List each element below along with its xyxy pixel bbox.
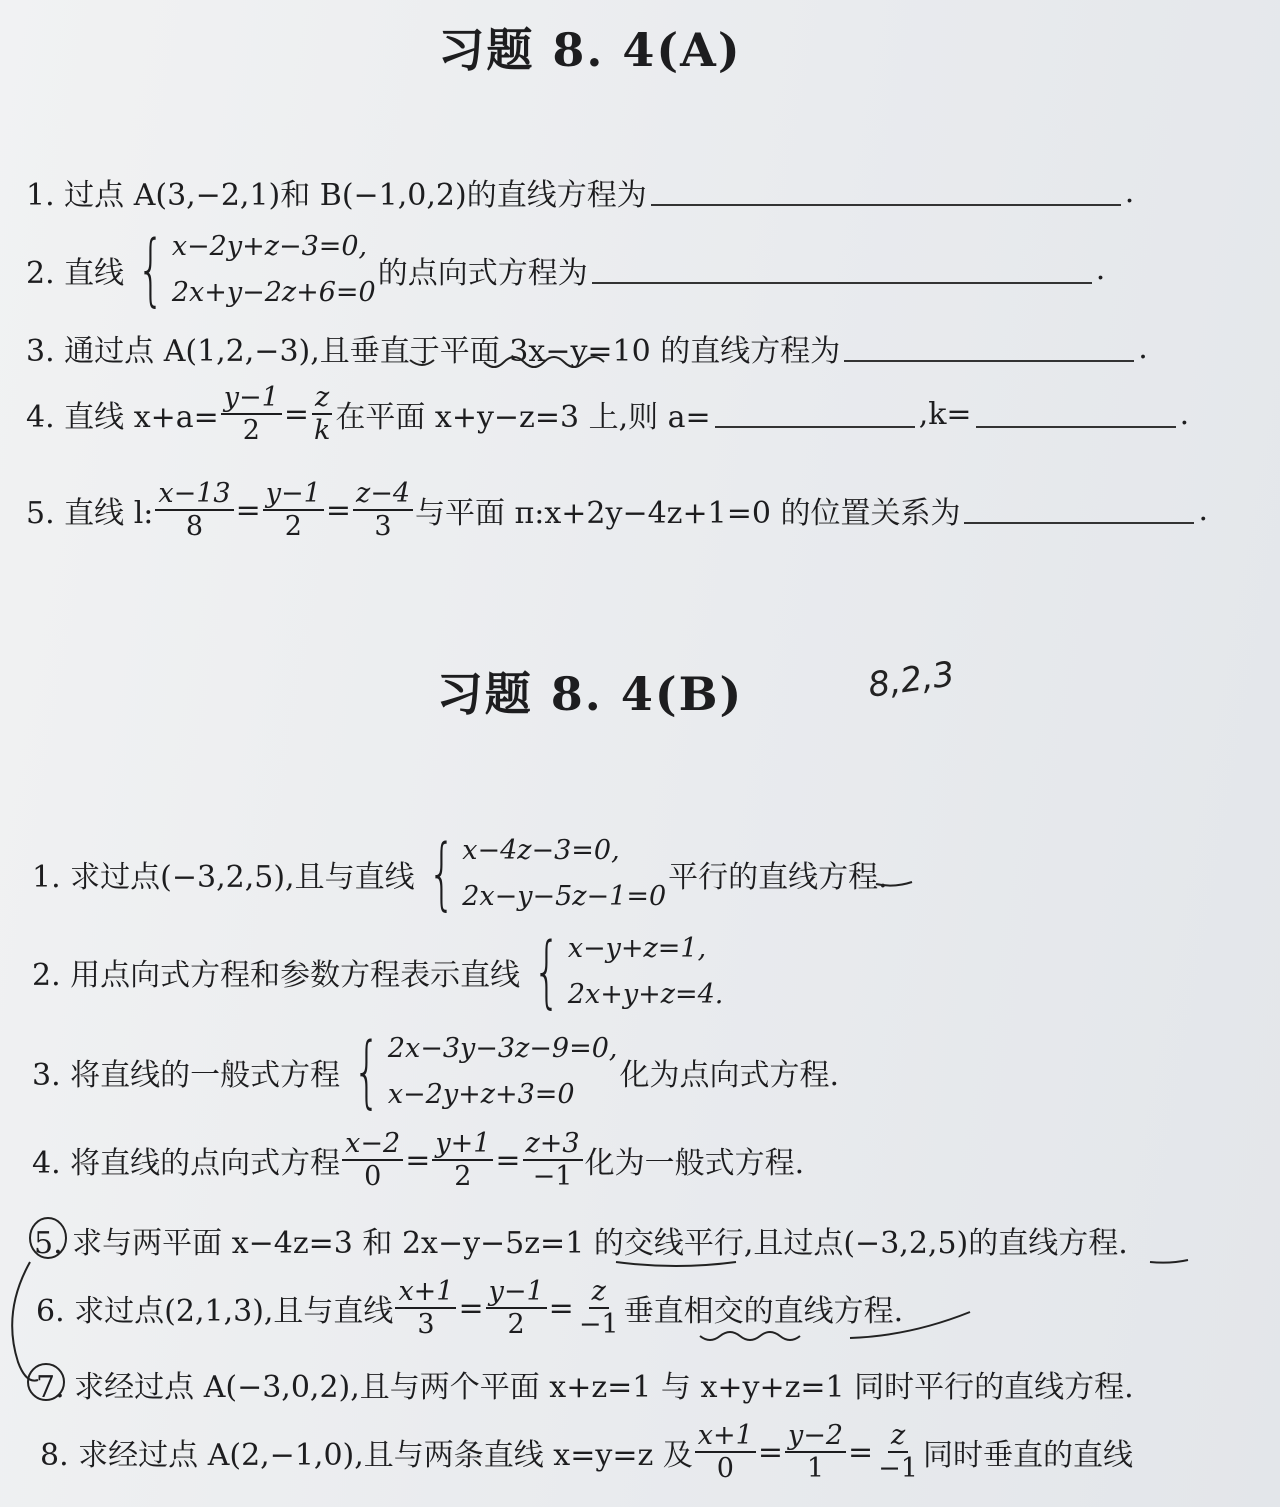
numerator: z (888, 1420, 908, 1453)
question-a5-suffix: 与平面 π:x+2y−4z+1=0 的位置关系为 (415, 496, 961, 532)
answer-blank[interactable] (844, 334, 1134, 362)
fraction (263, 478, 324, 542)
period: . (1179, 396, 1190, 432)
denominator: −1 (878, 1453, 918, 1485)
equation-line: 2x−y−5z−1=0 (462, 880, 667, 912)
equals: = (757, 1434, 783, 1470)
numerator: x−13 (155, 478, 233, 511)
handwritten-note: 8,2,3 (865, 654, 957, 706)
denominator: 3 (417, 1309, 435, 1341)
question-b4-prefix: 4. 将直线的点向式方程 (32, 1146, 341, 1182)
question-b1-suffix: 平行的直线方程. (668, 859, 888, 895)
brace-icon: { (533, 926, 561, 1017)
equals: = (235, 492, 261, 528)
k-label: ,k= (918, 396, 972, 432)
question-a2 (26, 224, 1105, 316)
equation-line: 2x+y−2z+6=0 (171, 276, 376, 308)
denominator: −1 (578, 1309, 619, 1341)
question-a4-suffix: 在平面 x+y−z=3 上,则 a= (335, 400, 711, 436)
period: . (1095, 252, 1106, 288)
denominator: 0 (716, 1453, 734, 1485)
denominator: 2 (284, 511, 302, 543)
numerator: y−1 (221, 382, 282, 415)
brace-icon: { (137, 224, 165, 315)
equation-system (342, 1026, 617, 1118)
question-b5-text: 5. 求与两平面 x−4z=3 和 2x−y−5z=1 的交线平行,且过点(−3,2,5)的直线方程. (34, 1226, 1128, 1261)
denominator: 0 (364, 1161, 382, 1193)
fraction (155, 478, 233, 542)
numerator: y−2 (785, 1420, 846, 1453)
equals: = (848, 1434, 874, 1470)
question-a5-prefix: 5. 直线 l: (26, 496, 154, 532)
answer-blank-k[interactable] (976, 400, 1176, 428)
numerator: x+1 (395, 1276, 456, 1309)
question-a3 (26, 326, 1148, 370)
denominator: 2 (507, 1309, 525, 1341)
equation-system (522, 926, 723, 1018)
question-a1 (26, 170, 1134, 214)
question-b1-prefix: 1. 求过点(−3,2,5),且与直线 (32, 859, 415, 895)
numerator: x+1 (695, 1420, 756, 1453)
equals: = (458, 1290, 484, 1326)
question-b3-prefix: 3. 将直线的一般式方程 (32, 1057, 341, 1093)
equation-system (417, 828, 667, 920)
equation-line: 2x+y+z=4. (567, 978, 724, 1010)
denominator: 2 (242, 415, 260, 447)
question-b6-suffix: 垂直相交的直线方程. (623, 1294, 904, 1330)
numerator: z (589, 1276, 609, 1309)
question-b4-suffix: 化为一般式方程. (584, 1146, 805, 1182)
fraction (221, 382, 282, 446)
answer-blank[interactable] (651, 178, 1121, 206)
equals: = (548, 1290, 574, 1326)
numerator: z−4 (353, 478, 413, 511)
question-b2-prefix: 2. 用点向式方程和参数方程表示直线 (32, 957, 521, 993)
question-b7 (36, 1362, 1134, 1406)
equation-line: x−2y+z−3=0, (171, 231, 368, 262)
period: . (1138, 330, 1148, 366)
question-b3-suffix: 化为点向式方程. (619, 1057, 840, 1093)
question-b2 (32, 926, 725, 1018)
numerator: y−1 (486, 1276, 547, 1309)
answer-blank[interactable] (964, 496, 1194, 524)
question-b5 (34, 1218, 1128, 1262)
question-a1-text: 1. 过点 A(3,−2,1)和 B(−1,0,2)的直线方程为 (26, 178, 647, 213)
answer-blank[interactable] (592, 256, 1092, 284)
question-a5 (26, 478, 1208, 542)
question-a4-prefix: 4. 直线 x+a= (26, 400, 219, 436)
numerator: z (312, 382, 332, 415)
fraction (875, 1420, 921, 1484)
denominator: 8 (185, 511, 204, 543)
question-b8-prefix: 8. 求经过点 A(2,−1,0),且与两条直线 x=y=z 及 (40, 1438, 693, 1474)
denominator: k (313, 415, 331, 447)
fraction (353, 478, 413, 542)
numerator: y−1 (263, 478, 324, 511)
denominator: 3 (374, 511, 392, 543)
fraction (486, 1276, 547, 1340)
answer-blank-a[interactable] (715, 400, 915, 428)
fraction (695, 1420, 756, 1484)
equation-system (126, 224, 376, 316)
question-b4 (32, 1128, 804, 1192)
question-a3-text: 3. 通过点 A(1,2,−3),且垂直于平面 3x−y=10 的直线方程为 (26, 334, 841, 369)
brace-icon: { (427, 828, 456, 919)
fraction (311, 382, 333, 446)
equals: = (325, 492, 351, 528)
equals: = (495, 1142, 521, 1178)
question-b3 (32, 1026, 839, 1118)
underline-stroke (1150, 1260, 1188, 1263)
numerator: x−2 (342, 1128, 403, 1161)
question-b6-prefix: 6. 求过点(2,1,3),且与直线 (36, 1294, 394, 1330)
numerator: y+1 (432, 1128, 493, 1161)
denominator: 1 (806, 1453, 825, 1485)
question-b1 (32, 828, 888, 920)
question-a2-prefix: 2. 直线 (26, 255, 125, 291)
question-b6 (36, 1276, 903, 1340)
fraction (395, 1276, 456, 1340)
fraction (576, 1276, 622, 1340)
question-b7-text: 7. 求经过点 A(−3,0,2),且与两个平面 x+z=1 与 x+y+z=1 同时平行的直线方程. (36, 1370, 1134, 1405)
question-a2-suffix: 的点向式方程为 (377, 255, 588, 291)
fraction (523, 1128, 583, 1192)
bracket-stroke (12, 1262, 38, 1381)
question-b8 (40, 1420, 1133, 1484)
denominator: 2 (454, 1161, 472, 1193)
underline-stroke (616, 1262, 736, 1266)
fraction (342, 1128, 403, 1192)
question-b8-suffix: 同时垂直的直线 (922, 1438, 1133, 1474)
fraction (432, 1128, 493, 1192)
section-a-title: 习题 8. 4(A) (438, 23, 742, 77)
period: . (1124, 174, 1135, 210)
equation-line: 2x−3y−3z−9=0, (387, 1033, 618, 1064)
question-a4 (26, 382, 1189, 446)
numerator: z+3 (523, 1128, 583, 1161)
equation-line: x−2y+z+3=0 (387, 1078, 575, 1110)
brace-icon: { (353, 1026, 381, 1117)
equation-line: x−4z−3=0, (462, 835, 620, 866)
period: . (1198, 492, 1209, 528)
equals: = (283, 396, 309, 432)
equals: = (405, 1142, 431, 1178)
section-b-title: 习题 8. 4(B) (436, 667, 744, 721)
fraction (785, 1420, 846, 1484)
denominator: −1 (532, 1161, 573, 1193)
equation-line: x−y+z=1, (567, 933, 707, 964)
